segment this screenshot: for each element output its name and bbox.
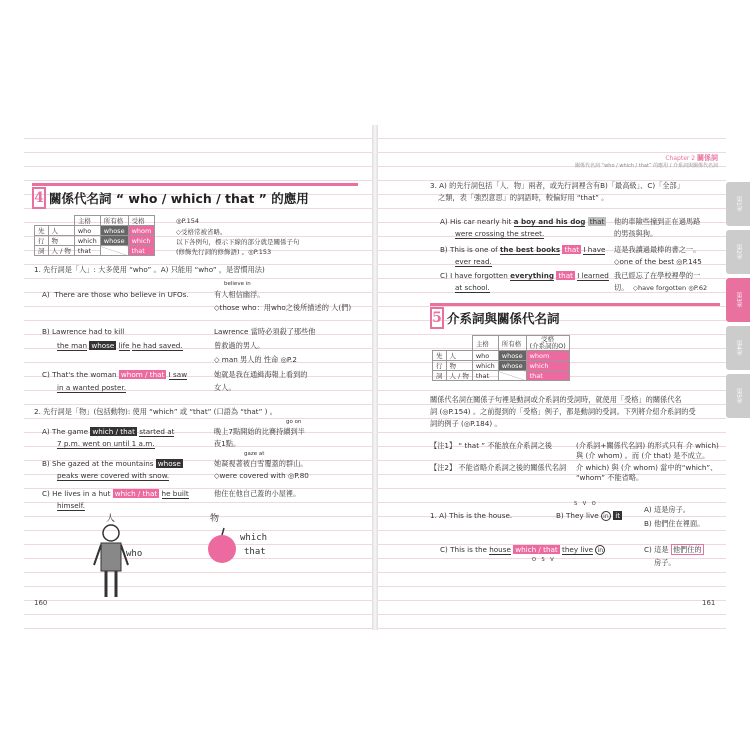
preposition-table: [432, 335, 570, 381]
example-2b: B) She gazed at the mountains whose: [42, 459, 181, 468]
paragraph-line: 詞的例子 (◎P.184) 。: [430, 419, 502, 428]
table-header: 所有格: [100, 216, 128, 226]
table-cell: which: [526, 361, 569, 371]
example-3c-line2: at school.: [455, 283, 490, 292]
note: ◇those who：用who之後所描述的 人(們): [214, 303, 352, 312]
section-heading: 關係代名詞 “ who / which / that ” 的應用: [49, 191, 309, 206]
table-cell: who: [74, 226, 100, 236]
apple-illustration: [202, 525, 242, 565]
translation: 他的車險些撞到正在過馬路: [614, 217, 701, 226]
table-cell: that: [74, 246, 100, 256]
thing-label: 物: [210, 514, 220, 524]
table-header: 主格: [472, 336, 498, 351]
table-cell: 人 / 物: [446, 371, 472, 381]
phrase-hint: gaze at: [244, 451, 265, 457]
translation: 曾救過的男人。: [214, 341, 265, 350]
section-number: 5: [430, 307, 444, 329]
chapter-tab[interactable]: 第1章: [726, 182, 750, 226]
note-1-label: 【注1】 “ that ” 不能放在介系詞之後: [430, 441, 553, 450]
which-label: which: [240, 533, 268, 543]
table-cell: whose: [100, 236, 128, 246]
left-page: [24, 125, 372, 630]
example-3b: B) This is one of the best books that I have: [440, 245, 606, 254]
section-4-title: [32, 187, 309, 209]
translation: 我已經忘了在學校裡學的一: [614, 271, 701, 280]
note-1-text: 與 (介 whom) 。而 (介 that) 是不成立。: [576, 451, 710, 460]
phrase-hint: believe in: [224, 281, 251, 287]
that-label: that: [244, 547, 266, 557]
example-3c: C) I have forgotten everything that I learned: [440, 271, 609, 280]
example-1a-cn: A) 這是房子。: [644, 505, 690, 514]
table-cell: whose: [498, 361, 526, 371]
table-header: 所有格: [498, 336, 526, 351]
example-3a-line2: were crossing the street.: [455, 229, 545, 238]
translation: 切。 ◇have forgotten ◎P.62: [614, 283, 708, 292]
example-1b: B) They live in it: [556, 511, 621, 520]
table-cell: who: [472, 351, 498, 361]
example-2c: C) He lives in a hut which / that he built: [42, 489, 189, 498]
section-heading: 介系詞與關係代名詞: [447, 311, 560, 326]
person-illustration: [86, 523, 136, 603]
translation: 她就是我在通緝海報上看到的: [214, 370, 308, 379]
chapter-side-tabs: [726, 182, 750, 422]
example-3b-line2: ever read.: [455, 257, 492, 266]
table-cell: 詞: [35, 246, 49, 256]
example-1c-cn: C) 這是 他們住的: [644, 545, 702, 554]
relative-pronoun-table: [34, 215, 155, 256]
table-cell-empty: [100, 246, 128, 256]
chapter-tab-active[interactable]: 第3章: [726, 278, 750, 322]
table-note: 以下各例句，標示下線的部分就是關係子句: [176, 238, 300, 246]
table-cell: 先: [35, 226, 49, 236]
example-1a: A) There are those who believe in UFOs.: [42, 290, 189, 299]
table-cell: 人: [446, 351, 472, 361]
translation: Lawrence 當時必須殺了那些他: [214, 327, 316, 336]
translation: 他住在他自己蓋的小屋裡。: [214, 489, 301, 498]
paragraph-line: 關係代名詞在關係子句裡是動詞或介系詞的受詞時，就使用「受格」的關係代名: [430, 395, 682, 404]
table-cell: 先: [433, 351, 447, 361]
table-note: ◇受格常被省略。: [176, 228, 227, 236]
table-cell: 人: [48, 226, 74, 236]
table-cell: that: [128, 246, 155, 256]
example-1b-line2: the man whose life he had saved.: [57, 341, 183, 350]
table-cell: 行: [35, 236, 49, 246]
table-header: 受格 (介系詞的O): [526, 336, 569, 351]
table-cell: 物: [446, 361, 472, 371]
note-2-label: 【注2】 不能省略介系詞之後的關係代名詞: [430, 463, 567, 472]
section-underline: [430, 303, 720, 306]
chapter-tab[interactable]: 第5章: [726, 374, 750, 418]
translation: 她凝視著被白雪覆蓋的群山。: [214, 459, 308, 468]
who-label: who: [126, 549, 143, 559]
chapter-tab[interactable]: 第2章: [726, 230, 750, 274]
table-cell: whose: [100, 226, 128, 236]
translation: 夜1點。: [214, 439, 241, 448]
note-2-text: “whom” 不能省略。: [576, 473, 644, 482]
table-ref: ◎P.154: [176, 217, 200, 225]
example-1c: C) This is the house which / that they live in: [440, 545, 605, 555]
table-cell: which: [74, 236, 100, 246]
question-3-cont: 之類，表「強烈意思」的詞語時，較偏好用 “that” 。: [438, 193, 609, 202]
table-cell: whom: [526, 351, 569, 361]
translation: 這是我讀過最棒的書之一。: [614, 245, 701, 254]
table-cell: that: [526, 371, 569, 381]
section-5-title: [430, 307, 560, 329]
example-1c: C) That's the woman whom / that I saw: [42, 370, 188, 379]
table-cell: whom: [128, 226, 155, 236]
person-label: 人: [106, 514, 116, 524]
page-number: 161: [702, 599, 716, 607]
example-1b-cn: B) 他們住在裡面。: [644, 519, 705, 528]
phrase-hint: go on: [286, 419, 302, 425]
paragraph-line: 詞 (◎P.154) 。之前提到的「受格」例子，都是動詞的受詞。下列將介紹介系詞的受: [430, 407, 696, 416]
example-2b-line2: peaks were covered with snow.: [57, 471, 170, 480]
translation: 的男孩與狗。: [614, 229, 658, 238]
table-note: (修飾先行詞的修飾語) 。◎P.153: [176, 248, 272, 256]
note-2-text: 介 which) 與 (介 whom) 當中的“which”、: [576, 463, 718, 472]
question-1: 1. 先行詞是「人」: 大多使用 “who” 。A) 只能用 “who” ，是習慣用法): [34, 265, 265, 274]
example-1a: 1. A) This is the house.: [430, 511, 513, 520]
example-2a-line2: 7 p.m. went on until 1 a.m.: [57, 439, 155, 448]
example-3a: A) His car nearly hit a boy and his dog that: [440, 217, 605, 226]
example-2a: A) The game which / that started at: [42, 427, 175, 436]
table-cell: which: [128, 236, 155, 246]
svo-markers: S V O: [574, 501, 598, 507]
table-cell-empty: [498, 371, 526, 381]
right-page: [378, 125, 726, 630]
section-number: 4: [32, 187, 46, 209]
table-cell: which: [472, 361, 498, 371]
example-1b: B) Lawrence had to kill: [42, 327, 125, 336]
table-cell: 人 / 物: [48, 246, 74, 256]
translation: 女人。: [214, 383, 236, 392]
translation: 房子。: [654, 558, 676, 567]
note: ◇one of the best ◎P.145: [614, 257, 702, 266]
translation: 有人相信幽浮。: [214, 290, 265, 299]
page-number: 160: [34, 599, 48, 607]
note: ◇ man 男人的 性命 ◎P.2: [214, 355, 297, 364]
chapter-header: Chapter 2 關係詞: [665, 154, 718, 162]
svo-markers: O S V: [532, 557, 556, 563]
example-1c-line2: in a wanted poster.: [57, 383, 126, 392]
question-2: 2. 先行詞是「物」(包括動物): 使用 “which” 或 “that” (口語為 “that” ) 。: [34, 407, 277, 416]
example-2c-line2: himself.: [57, 501, 86, 510]
table-cell: whose: [498, 351, 526, 361]
table-header: 受格: [128, 216, 155, 226]
table-cell: 行: [433, 361, 447, 371]
table-cell: 物: [48, 236, 74, 246]
table-cell: 詞: [433, 371, 447, 381]
chapter-subtitle: 關係代名詞 “who / which / that” 的應用 / 介系詞與關係代名詞: [575, 163, 718, 169]
section-underline: [32, 183, 358, 186]
note: ◇were covered with ◎P.80: [214, 471, 309, 480]
question-3: 3. A) 的先行詞包括「人．物」兩者，或先行詞裡含有B)「最高級」、C)「全部」: [430, 181, 684, 190]
table-header: 主格: [74, 216, 100, 226]
table-cell: that: [472, 371, 498, 381]
note-1-text: (介系詞+關係代名詞) 的形式只有 介 which): [576, 441, 719, 450]
chapter-tab[interactable]: 第4章: [726, 326, 750, 370]
translation: 晚上7點開始的比賽持續到半: [214, 427, 305, 436]
